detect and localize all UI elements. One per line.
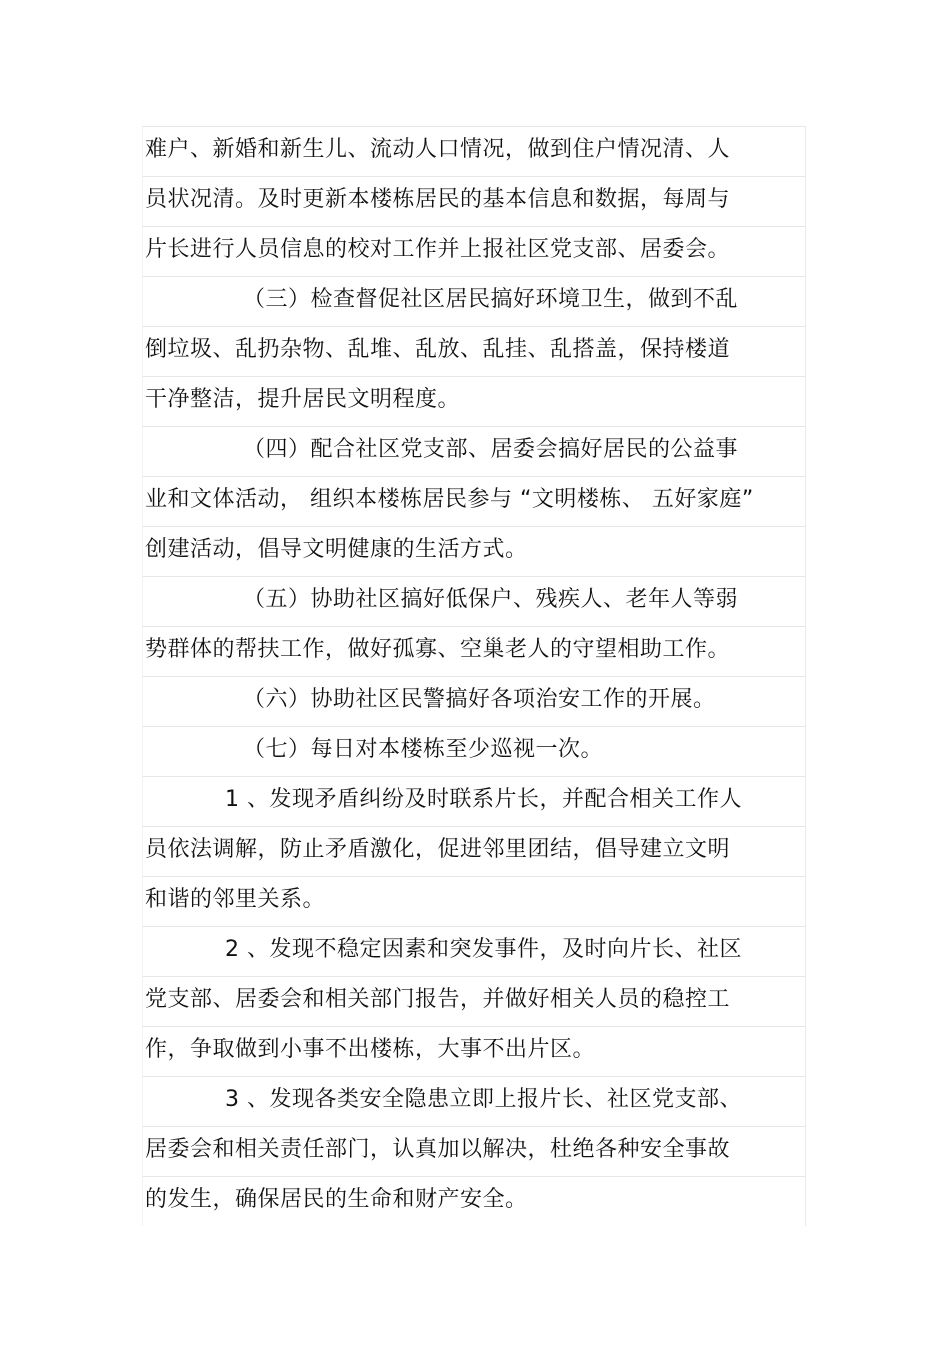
text-line: 干净整洁，提升居民文明程度。 — [142, 376, 806, 426]
text-line: 倒垃圾、乱扔杂物、乱堆、乱放、乱挂、乱搭盖，保持楼道 — [142, 326, 806, 376]
text-line: 1 、发现矛盾纠纷及时联系片长，并配合相关工作人 — [142, 776, 806, 826]
text-line: 难户、新婚和新生儿、流动人口情况，做到住户情况清、人 — [142, 126, 806, 176]
text-line: 的发生，确保居民的生命和财产安全。 — [142, 1176, 806, 1226]
text-line: 党支部、居委会和相关部门报告，并做好相关人员的稳控工 — [142, 976, 806, 1026]
text-line: 片长进行人员信息的校对工作并上报社区党支部、居委会。 — [142, 226, 806, 276]
text-line: 员状况清。及时更新本楼栋居民的基本信息和数据，每周与 — [142, 176, 806, 226]
text-line: （四）配合社区党支部、居委会搞好居民的公益事 — [142, 426, 806, 476]
text-line: 作，争取做到小事不出楼栋，大事不出片区。 — [142, 1026, 806, 1076]
text-line: 创建活动，倡导文明健康的生活方式。 — [142, 526, 806, 576]
document-body — [142, 126, 806, 1226]
text-line: 和谐的邻里关系。 — [142, 876, 806, 926]
text-line: 势群体的帮扶工作，做好孤寡、空巢老人的守望相助工作。 — [142, 626, 806, 676]
text-line: 3 、发现各类安全隐患立即上报片长、社区党支部、 — [142, 1076, 806, 1126]
text-line: （三）检查督促社区居民搞好环境卫生，做到不乱 — [142, 276, 806, 326]
text-line: 员依法调解，防止矛盾激化，促进邻里团结，倡导建立文明 — [142, 826, 806, 876]
text-line: 居委会和相关责任部门，认真加以解决，杜绝各种安全事故 — [142, 1126, 806, 1176]
text-line: （六）协助社区民警搞好各项治安工作的开展。 — [142, 676, 806, 726]
text-line: 业和文体活动， 组织本楼栋居民参与 “文明楼栋、 五好家庭” — [142, 476, 806, 526]
text-line: 2 、发现不稳定因素和突发事件，及时向片长、社区 — [142, 926, 806, 976]
text-line: （五）协助社区搞好低保户、残疾人、老年人等弱 — [142, 576, 806, 626]
text-line: （七）每日对本楼栋至少巡视一次。 — [142, 726, 806, 776]
